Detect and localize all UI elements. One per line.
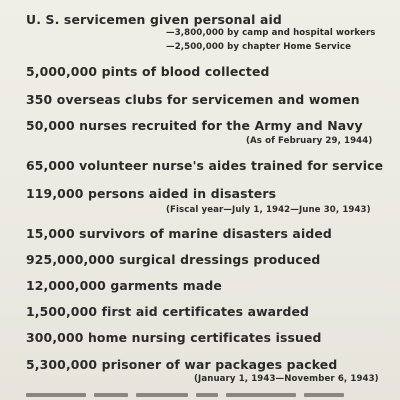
stat-home-nursing-certificates: 300,000 home nursing certificates issued xyxy=(26,330,322,345)
stat-nurses-recruited: 50,000 nurses recruited for the Army and Navy xyxy=(26,118,363,133)
stat-overseas-clubs: 350 overseas clubs for servicemen and women xyxy=(26,92,360,107)
stat-blood-pints: 5,000,000 pints of blood collected xyxy=(26,64,270,79)
stat-nurse-aides: 65,000 volunteer nurse's aides trained for service xyxy=(26,158,384,173)
stat-servicemen-aided: U. S. servicemen given personal aid xyxy=(26,12,282,27)
note-camp-hospital-workers: —3,800,000 by camp and hospital workers xyxy=(166,28,376,38)
stat-pow-packages: 5,300,000 prisoner of war packages packed xyxy=(26,357,338,372)
stat-garments: 12,000,000 garments made xyxy=(26,278,222,293)
stat-surgical-dressings: 925,000,000 surgical dressings produced xyxy=(26,252,321,267)
stat-first-aid-certificates: 1,500,000 first aid certificates awarded xyxy=(26,304,310,319)
note-packages-dates: (January 1, 1943—November 6, 1943) xyxy=(194,374,379,384)
note-chapter-home-service: —2,500,000 by chapter Home Service xyxy=(166,42,352,52)
note-fiscal-year: (Fiscal year—July 1, 1942—June 30, 1943) xyxy=(166,205,371,215)
stat-disaster-aid: 119,000 persons aided in disasters xyxy=(26,186,277,201)
stat-marine-survivors: 15,000 survivors of marine disasters aided xyxy=(26,226,332,241)
cut-off-next-line xyxy=(26,393,356,400)
note-nurses-date: (As of February 29, 1944) xyxy=(246,136,373,146)
